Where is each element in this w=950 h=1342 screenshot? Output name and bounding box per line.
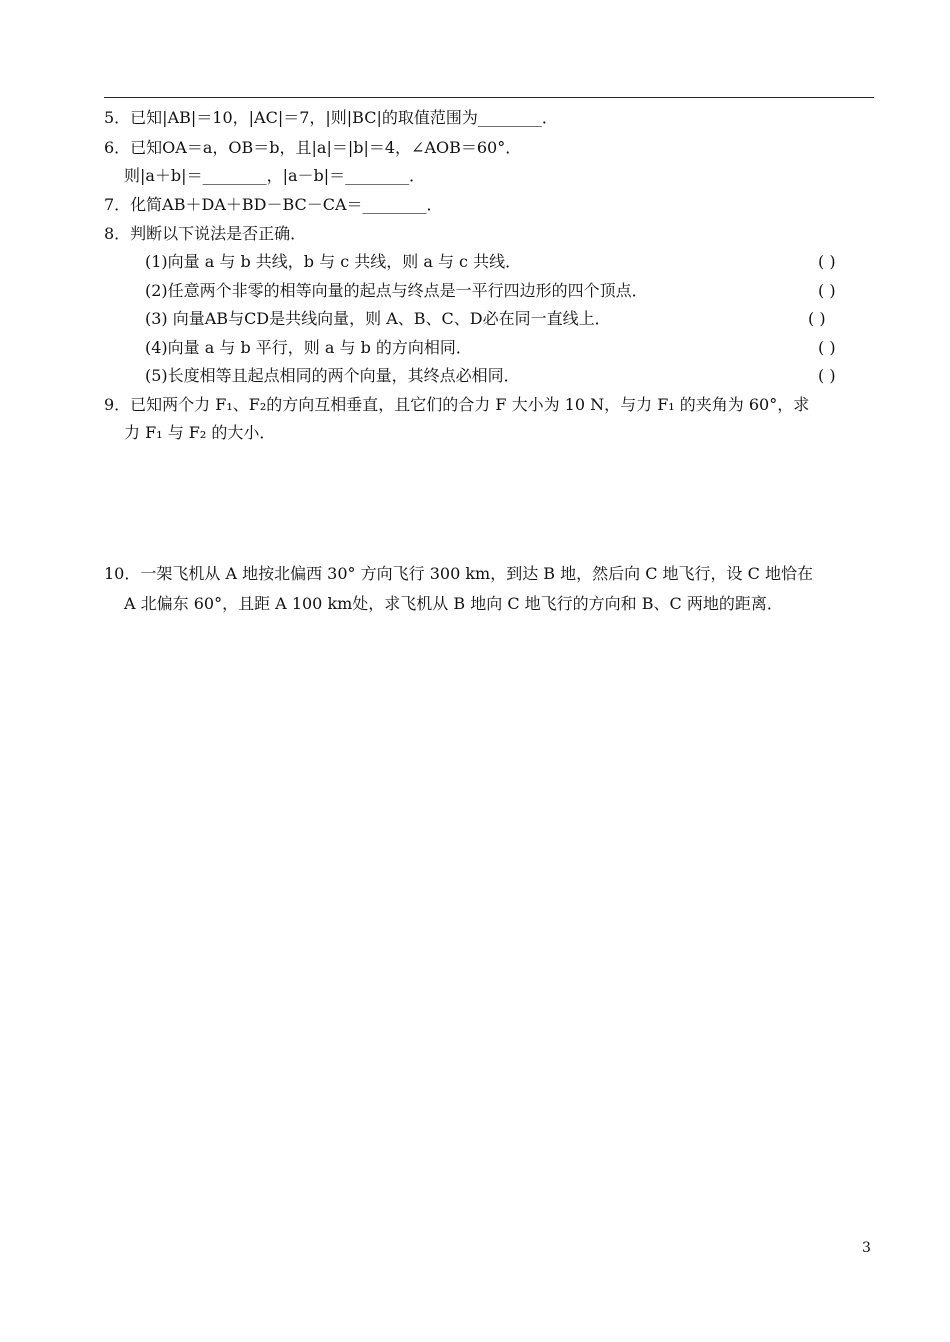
header-rule <box>104 97 874 98</box>
answer-paren-5: ( ) <box>818 366 836 385</box>
question-8-item-2: (2)任意两个非零的相等向量的起点与终点是一平行四边形的四个顶点． <box>145 281 648 300</box>
question-9-line-1: 9．已知两个力 F₁、F₂的方向互相垂直，且它们的合力 F 大小为 10 N，与力 F₁ 的夹角为 60°，求 <box>104 395 810 414</box>
answer-paren-2: ( ) <box>818 281 836 300</box>
question-8-item-4: (4)向量 a 与 b 平行，则 a 与 b 的方向相同． <box>145 338 472 357</box>
question-8-item-3: (3) 向量AB与CD是共线向量，则 A、B、C、D必在同一直线上． <box>145 309 611 328</box>
question-6-line-2: 则|a＋b|＝________，|a－b|＝________． <box>124 166 426 185</box>
question-7: 7．化简AB＋DA＋BD－BC－CA＝________． <box>104 195 443 214</box>
page-number: 3 <box>862 1240 871 1256</box>
question-9-line-2: 力 F₁ 与 F₂ 的大小． <box>124 423 276 442</box>
question-10-line-2: A 北偏东 60°，且距 A 100 km处，求飞机从 B 地向 C 地飞行的方向和 B、C 两地的距离． <box>124 594 783 613</box>
question-6-line-1: 6．已知OA＝a，OB＝b，且|a|＝|b|＝4，∠AOB＝60°． <box>104 138 522 157</box>
question-8-item-5: (5)长度相等且起点相同的两个向量，其终点必相同． <box>145 366 520 385</box>
question-5: 5．已知|AB|＝10，|AC|＝7，|则|BC|的取值范围为________． <box>104 108 558 127</box>
question-8-item-1: (1)向量 a 与 b 共线，b 与 c 共线，则 a 与 c 共线． <box>145 252 522 271</box>
answer-paren-3: ( ) <box>808 309 826 328</box>
question-10-line-1: 10．一架飞机从 A 地按北偏西 30° 方向飞行 300 km，到达 B 地，然后向 C 地飞行，设 C 地恰在 <box>104 564 813 583</box>
question-8: 8．判断以下说法是否正确． <box>104 224 307 243</box>
answer-paren-1: ( ) <box>818 252 836 271</box>
answer-paren-4: ( ) <box>818 338 836 357</box>
